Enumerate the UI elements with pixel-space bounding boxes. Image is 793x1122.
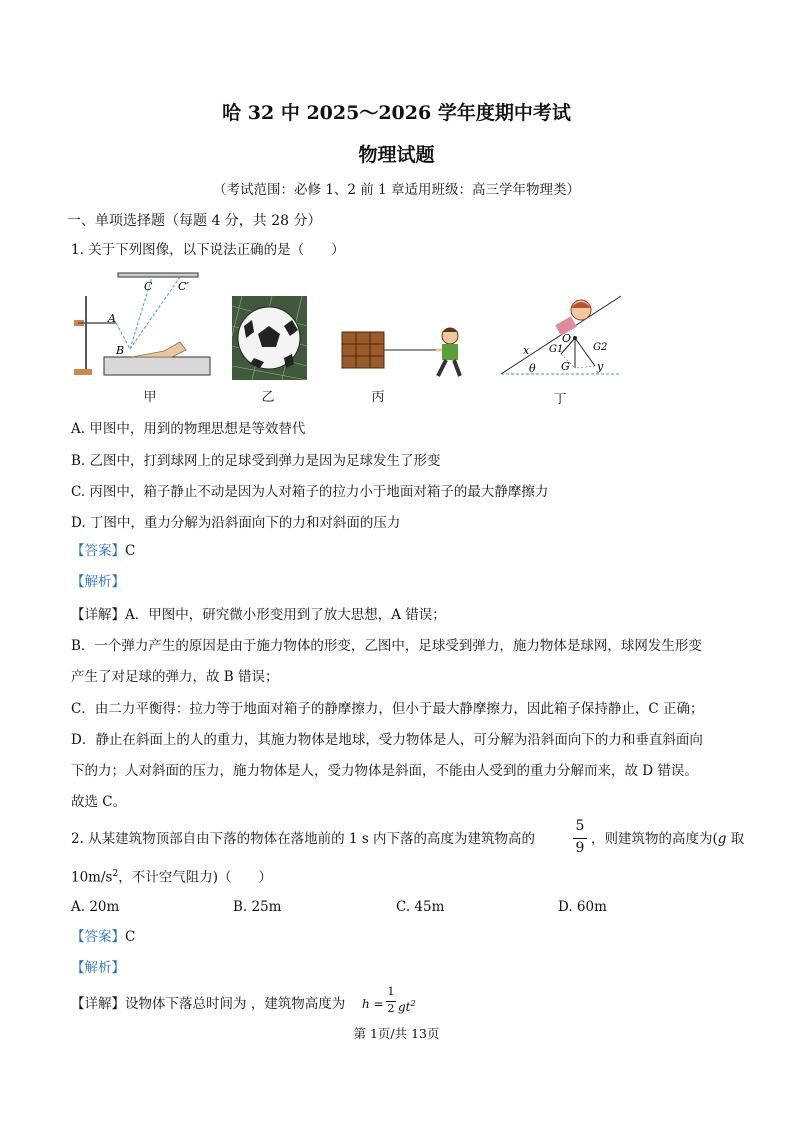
label-g: G (561, 360, 570, 373)
label-c-prime: C′ (178, 280, 189, 293)
q2-g-symbol: g (717, 831, 727, 847)
q1-detail-line-6: 下的力；人对斜面的压力，施力物体是人，受力物体是斜面，不能由人受到的重力分解而来，故 D 错误。 (71, 763, 698, 779)
figure-yi (232, 296, 307, 380)
q1-stem: 1. 关于下列图像，以下说法正确的是（ ） (71, 242, 345, 258)
label-o: O (562, 332, 572, 345)
caption-jia: 甲 (143, 390, 157, 405)
q2-detail: 【详解】设物体下落总时间为 ，建筑物高度为 (71, 996, 346, 1012)
label-c: C (144, 280, 153, 293)
q2-stem-part2: ，则建筑物的高度为(g 取 (591, 831, 745, 847)
q2-answer-value: C (125, 929, 136, 945)
q1-option-b: B. 乙图中，打到球网上的足球受到弹力是因为足球发生了形变 (71, 453, 441, 469)
label-g1: G1 (549, 344, 564, 355)
q1-option-d: D. 丁图中，重力分解为沿斜面向下的力和对斜面的压力 (71, 515, 401, 531)
q1-answer-tag: 【答案】 (71, 543, 125, 559)
q2-formula-den: 2 (387, 1002, 395, 1015)
exam-scope: （考试范围：必修 1、2 前 1 章适用班级：高三学年物理类） (213, 182, 580, 198)
caption-bing: 丙 (371, 390, 385, 405)
q1-answer (71, 542, 135, 560)
page-footer: 第 1页/共 13页 (353, 1026, 440, 1041)
q1-answer-value: C (125, 543, 136, 559)
q2-formula-num: 1 (387, 985, 395, 998)
q2-option-a: A. 20m (71, 899, 120, 915)
q1-option-c: C. 丙图中，箱子静止不动是因为人对箱子的拉力小于地面对箱子的最大静摩擦力 (71, 484, 549, 500)
section-heading: 一、单项选择题（每题 4 分，共 28 分） (67, 213, 322, 229)
label-g2: G2 (593, 342, 608, 353)
q2-frac-den: 9 (575, 840, 585, 856)
q1-detail-tag: 【详解】 (71, 607, 125, 623)
caption-yi: 乙 (261, 390, 275, 405)
q2-stem-part1: 2. 从某建筑物顶部自由下落的物体在落地前的 1 s 内下落的高度为建筑物高的 (71, 831, 536, 847)
subject-title: 物理试题 (358, 144, 435, 166)
q1-detail-line-4: C．由二力平衡得：拉力等于地面对箱子的静摩擦力，但小于最大静摩擦力，因此箱子保持静止，C 正确； (71, 701, 704, 717)
q2-detail-tag: 【详解】 (71, 996, 125, 1012)
label-y: y (597, 360, 604, 373)
q2-analysis-tag: 【解析】 (71, 960, 125, 976)
caption-ding: 丁 (553, 392, 567, 407)
q2-formula-rhs: $gt^2$ (398, 999, 416, 1014)
label-x: x (523, 344, 530, 357)
q2-option-b: B. 25m (233, 899, 282, 915)
label-theta: θ (529, 362, 536, 375)
q2-frac-bar (573, 838, 587, 839)
q2-option-d: D. 60m (558, 899, 607, 915)
q1-detail-line-3: 产生了对足球的弹力，故 B 错误； (71, 669, 279, 685)
q2-frac-num: 5 (575, 818, 585, 834)
q1-option-a: A. 甲图中，用到的物理思想是等效替代 (71, 421, 306, 437)
figure-bing (340, 326, 465, 382)
exam-title: 哈 32 中 2025～2026 学年度期中考试 (222, 102, 571, 124)
q2-option-c: C. 45m (396, 899, 445, 915)
q2-answer (71, 928, 135, 946)
q1-detail-line-2: B．一个弹力产生的原因是由于施力物体的形变，乙图中，足球受到弹力，施力物体是球网，球网发生形变 (71, 638, 702, 654)
q1-detail-line-1: 【详解】A．甲图中，研究微小形变用到了放大思想，A 错误； (71, 607, 446, 623)
label-b: B (116, 344, 125, 357)
q2-formula-lhs: h = (362, 997, 384, 1011)
q2-answer-tag: 【答案】 (71, 929, 125, 945)
q1-detail-line-7: 故选 C。 (71, 794, 127, 810)
figure-ding (497, 290, 627, 380)
label-a: A (108, 312, 116, 325)
q1-detail-line-5: D．静止在斜面上的人的重力，其施力物体是地球，受力物体是人，可分解为沿斜面向下的力和垂直斜面向 (71, 732, 703, 748)
q2-stem-line2: $10m/s^2$，不计空气阻力)（ ） (71, 869, 272, 886)
figure-jia (68, 266, 218, 382)
q1-analysis-tag: 【解析】 (71, 574, 125, 590)
